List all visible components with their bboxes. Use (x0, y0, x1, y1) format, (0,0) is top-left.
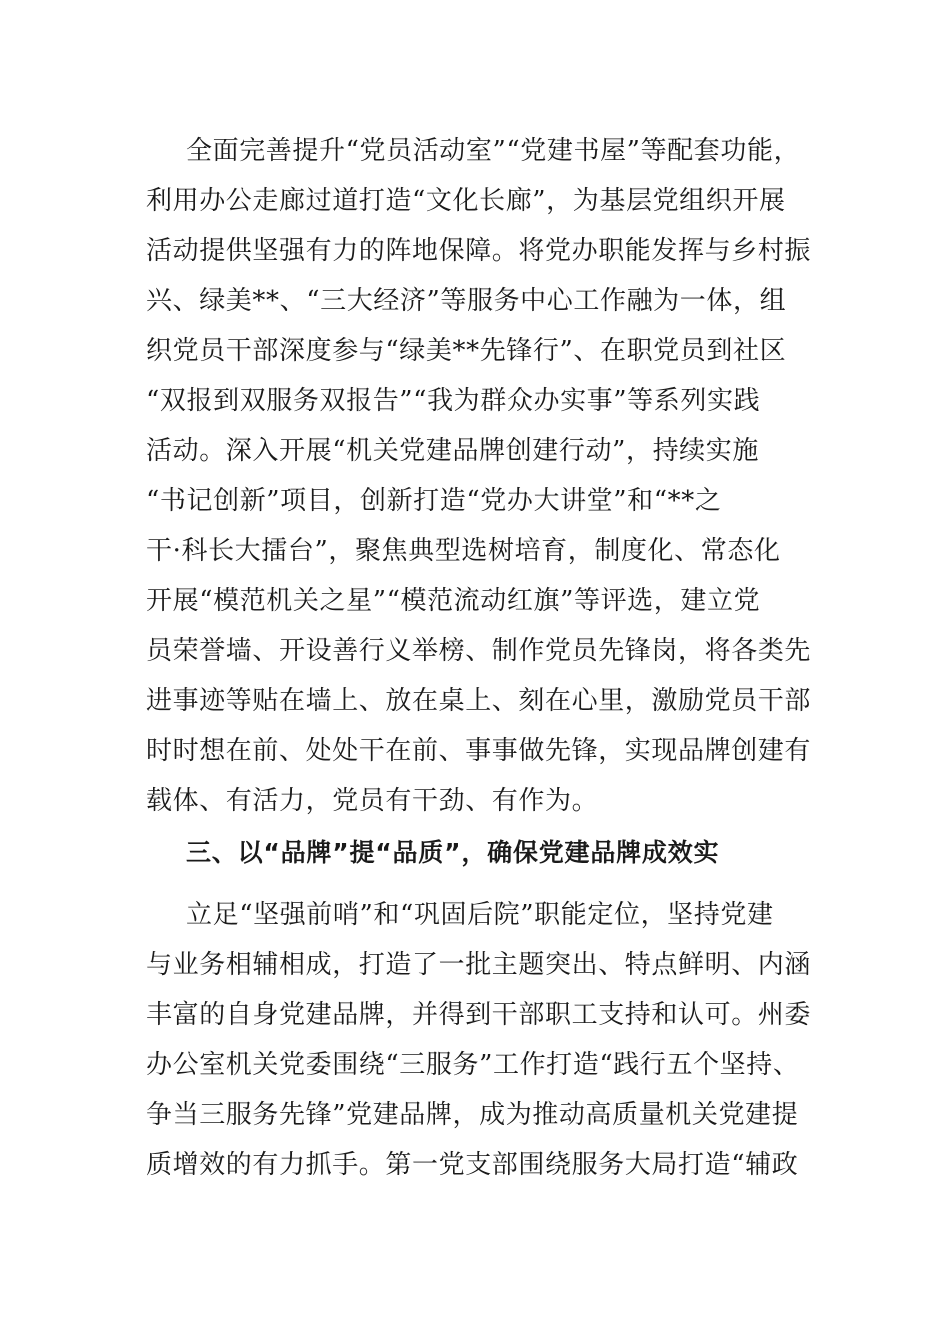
paragraph-1-line-8: “书记创新”项目，创新打造“党办大讲堂”和“**之 (146, 486, 722, 516)
paragraph-1-line-1: 全面完善提升“党员活动室”“党建书屋”等配套功能， (186, 136, 801, 166)
paragraph-2-line-3: 丰富的自身党建品牌，并得到干部职工支持和认可。州委 (146, 1000, 812, 1030)
paragraph-1-line-5: 织党员干部深度参与“绿美**先锋行”、在职党员到社区 (146, 336, 787, 366)
paragraph-2-line-6: 质增效的有力抓手。第一党支部围绕服务大局打造“辅政 (146, 1150, 799, 1180)
paragraph-1-line-13: 时时想在前、处处干在前、事事做先锋，实现品牌创建有 (146, 736, 812, 766)
paragraph-1-line-14: 载体、有活力，党员有干劲、有作为。 (146, 786, 599, 816)
paragraph-1-line-3: 活动提供坚强有力的阵地保障。将党办职能发挥与乡村振 (146, 236, 812, 266)
paragraph-1-line-11: 员荣誉墙、开设善行义举榜、制作党员先锋岗，将各类先 (146, 636, 812, 666)
paragraph-1-line-12: 进事迹等贴在墙上、放在桌上、刻在心里，激励党员干部 (146, 686, 812, 716)
paragraph-1-line-10: 开展“模范机关之星”“模范流动红旗”等评选，建立党 (146, 586, 761, 616)
paragraph-2-line-1: 立足“坚强前哨”和“巩固后院”职能定位，坚持党建 (186, 900, 774, 930)
paragraph-1-line-7: 活动。深入开展“机关党建品牌创建行动”，持续实施 (146, 436, 759, 466)
paragraph-2-line-2: 与业务相辅相成，打造了一批主题突出、特点鲜明、内涵 (146, 950, 812, 980)
paragraph-1-line-6: “双报到双服务双报告”“我为群众办实事”等系列实践 (146, 386, 761, 416)
paragraph-2-line-4: 办公室机关党委围绕“三服务”工作打造“践行五个坚持、 (146, 1050, 800, 1080)
paragraph-1-line-2: 利用办公走廊过道打造“文化长廊”，为基层党组织开展 (146, 186, 786, 216)
paragraph-1-line-4: 兴、绿美**、“三大经济”等服务中心工作融为一体，组 (146, 286, 787, 316)
paragraph-1-line-9: 干·科长大擂台”，聚焦典型选树培育，制度化、常态化 (146, 536, 781, 566)
paragraph-2-line-5: 争当三服务先锋”党建品牌，成为推动高质量机关党建提 (146, 1100, 799, 1130)
section-3-heading: 三、以“品牌”提“品质”，确保党建品牌成效实 (186, 838, 720, 867)
